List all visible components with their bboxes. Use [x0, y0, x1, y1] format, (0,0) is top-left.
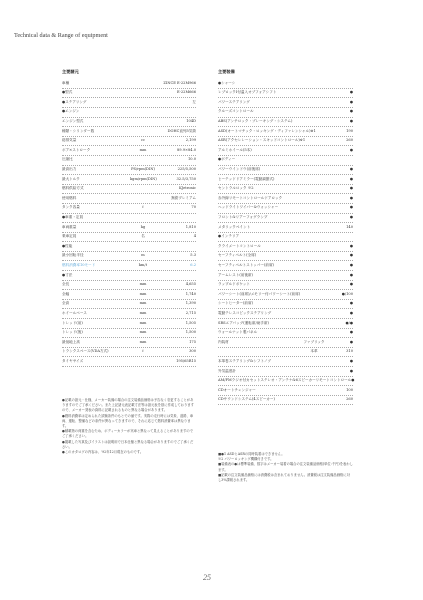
spec-row: [62, 185, 196, 195]
spec-unit: km/ℓ: [138, 262, 148, 267]
spec-row: [62, 127, 196, 137]
spec-label: タンク容量: [62, 205, 80, 210]
equipment-row: [218, 146, 353, 156]
spec-value: 300: [189, 349, 196, 354]
equipment-label: SRSエアバッグ(運転席/助手席): [218, 320, 269, 325]
page-number: 25: [203, 573, 211, 582]
equipment-row: [218, 214, 353, 224]
equipment-row: [218, 357, 353, 367]
equipment-label: クライメートコントロール: [218, 243, 261, 248]
spec-unit: mm: [139, 301, 147, 306]
equipment-label: パワーシート(前席)/メモリー付パワーシート(前席): [218, 291, 301, 296]
spec-row: [62, 261, 196, 271]
spec-label: 最小回転半径: [62, 253, 84, 258]
equipment-value: ●: [349, 253, 353, 258]
spec-unit: m: [141, 253, 145, 258]
spec-label: ●型式: [62, 90, 73, 95]
equipment-row: [218, 386, 353, 396]
spec-label: 燃料消費率10モード: [62, 262, 96, 267]
spec-value: 104D: [186, 119, 196, 124]
spec-value: ZINCE E-22M966: [163, 80, 196, 85]
equipment-value: 190: [346, 128, 353, 133]
spec-label: 圧縮比: [62, 157, 73, 162]
equipment-value: ●: [349, 90, 353, 95]
spec-label: ホイールベース: [62, 310, 87, 315]
spec-value: 1,505: [185, 320, 196, 325]
spec-value: 1,810: [185, 224, 196, 229]
equipment-title: 主要装備: [218, 69, 235, 74]
spec-label: ●ステアリング: [62, 99, 87, 104]
equipment-row: [218, 252, 353, 262]
equipment-row: [218, 194, 353, 204]
equipment-value: ●: [349, 301, 353, 306]
note-paragraph: ●このカタログの内容は、'92年12月現在のものです。: [62, 450, 144, 455]
equipment-label: セントラルロック ※2: [218, 186, 254, 191]
note-paragraph: ●記載の諸元・仕様、メーカー装備の場合の注文装備品価格は予告なく変更することがありますのでご了承ください。また上記諸元表記載寸法等は諸元表を基に作成しておりますので、メーカー発表の資料に記載されるものと異なる場合があります。: [62, 398, 194, 413]
spec-label: ●性能: [62, 243, 73, 248]
equipment-value: 310: [346, 349, 353, 354]
note-paragraph: ■装備表の●は標準装備、数字はメーカー装着の場合の注文装備品価格(単位:千円)を表わします。: [218, 462, 353, 472]
page-header: Technical data & Range of equipment: [14, 32, 108, 39]
equipment-label: 電動テレスコピックステアリング: [218, 310, 272, 315]
spec-label: 種類・シリンダー数: [62, 128, 95, 133]
spec-row: [62, 233, 196, 243]
spec-label: トレッド(後): [62, 330, 83, 335]
specifications-table: [62, 79, 196, 367]
spec-row: [62, 89, 196, 99]
equipment-label: ASR(アクセレレーション・スキッドコントロール)※1: [218, 138, 306, 143]
spec-value: 4: [193, 234, 196, 239]
specifications-title: 主要諸元: [62, 69, 79, 74]
equipment-row: [218, 204, 353, 214]
spec-label: タイヤサイズ: [62, 358, 84, 363]
spec-value: 5.3: [190, 253, 196, 258]
spec-unit: PS/rpm(DIN): [131, 167, 155, 172]
equipment-row: [218, 166, 353, 176]
spec-value: DOHC直列5気筒: [167, 128, 196, 133]
spec-row: [62, 156, 196, 166]
spec-row: [62, 194, 196, 204]
equipment-label: ●ボディー: [218, 157, 236, 162]
spec-row: [62, 271, 196, 281]
spec-unit: mm: [139, 330, 147, 335]
note-paragraph: ●積載物の荷重を含むため、ボディーカラーが実車と異なって見えることがありますのでご了承ください。: [62, 429, 193, 439]
equipment-row: [218, 348, 353, 358]
equipment-label: ラップルドボケット: [218, 282, 250, 287]
equipment-label: レブロックI付温入オブフォアシフト: [218, 90, 277, 95]
equipment-row: [218, 367, 353, 377]
equipment-row: [218, 281, 353, 291]
spec-label: トランクスペース(VDA方式): [62, 349, 109, 354]
spec-label: 使用燃料: [62, 195, 77, 200]
equipment-label: CDサウンドシステム(4スピーカー): [218, 397, 275, 402]
equipment-table: [218, 79, 353, 405]
spec-row: [62, 108, 196, 118]
spec-unit: mm: [139, 320, 147, 325]
spec-row: [62, 300, 196, 310]
equipment-label: ABS(アンチロック・ブレーキング・システム): [218, 119, 293, 124]
spec-row: [62, 175, 196, 185]
equipment-label: シートヒーター(前席): [218, 301, 254, 306]
spec-value: 1,740: [185, 291, 196, 296]
equipment-value: ●/100: [341, 291, 353, 296]
equipment-value: 260: [346, 397, 353, 402]
spec-row: [62, 79, 196, 89]
spec-row: [62, 223, 196, 233]
spec-row: [62, 348, 196, 358]
spec-value: 32.5/3,750: [176, 176, 196, 181]
spec-value: 225/5,500: [177, 167, 196, 172]
spec-unit: ℓ: [142, 205, 144, 210]
equipment-value: ●: [349, 205, 353, 210]
spec-label: 車種: [62, 80, 70, 85]
equipment-row: [218, 396, 353, 406]
equipment-value: ●: [349, 243, 353, 248]
spec-row: [62, 252, 196, 262]
equipment-row: [218, 377, 353, 387]
equipment-row: [218, 319, 353, 329]
spec-value: 2,199: [185, 138, 196, 143]
equipment-row: [218, 156, 353, 166]
spec-row: [62, 118, 196, 128]
equipment-row: [218, 175, 353, 185]
equipment-label: ウォールナット製パネル: [218, 330, 258, 335]
equipment-value: ●: [349, 368, 353, 373]
equipment-row: [218, 79, 353, 89]
spec-value: 175: [189, 339, 196, 344]
spec-unit: mm: [139, 339, 147, 344]
equipment-row: [218, 118, 353, 128]
spec-row: [62, 290, 196, 300]
spec-row: [62, 319, 196, 329]
spec-label: 燃料供給方式: [62, 186, 84, 191]
equipment-value: ●: [349, 119, 353, 124]
spec-value: 70: [191, 205, 196, 210]
equipment-label: ●インテリア: [218, 234, 240, 239]
spec-row: [62, 146, 196, 156]
equipment-label: セーフティベルトストッパー(前席): [218, 262, 274, 267]
spec-label: 最低地上高: [62, 339, 80, 344]
spec-value: 1,390: [185, 301, 196, 306]
equipment-value: ●: [349, 167, 353, 172]
equipment-row: [218, 261, 353, 271]
equipment-label: ヒーテッドドアミラー(電動調節式): [218, 176, 275, 181]
specifications-section: [62, 70, 196, 367]
equipment-value: ●: [349, 215, 353, 220]
equipment-value: ●: [349, 339, 353, 344]
spec-label: 全高: [62, 301, 70, 306]
equipment-value: ●: [349, 310, 353, 315]
equipment-row: [218, 300, 353, 310]
equipment-row: [218, 242, 353, 252]
equipment-value: ●: [349, 99, 353, 104]
equipment-row: [218, 329, 353, 339]
equipment-row: [218, 233, 353, 243]
spec-label: 最大トルク: [62, 176, 80, 181]
spec-value: 4,655: [185, 282, 196, 287]
spec-label: ●寸法: [62, 272, 73, 277]
spec-value: 195/65R15: [176, 358, 196, 363]
equipment-value: ●: [349, 358, 353, 363]
spec-row: [62, 137, 196, 147]
equipment-value: ●: [351, 378, 355, 383]
spec-label: ●車重・定員: [62, 215, 84, 220]
spec-row: [62, 166, 196, 176]
spec-unit: ℓ: [142, 349, 144, 354]
spec-unit: mm: [139, 291, 147, 296]
spec-value: 89.9×84.0: [176, 147, 196, 152]
spec-row: [62, 98, 196, 108]
equipment-value: ●/●: [345, 320, 353, 325]
equipment-label: 本革巻ステアリング&シフトノブ: [218, 358, 272, 363]
spec-label: 車両重量: [62, 224, 77, 229]
spec-value: E-22M666: [176, 90, 196, 95]
spec-unit: 名: [141, 234, 145, 239]
equipment-label: CDオートチェンジャー: [218, 387, 256, 392]
equipment-row: [218, 89, 353, 99]
spec-value: 10.0: [187, 157, 196, 162]
equipment-row: [218, 185, 353, 195]
equipment-label: 内装材: [218, 339, 229, 344]
equipment-value: 140: [346, 224, 353, 229]
equipment-row: [218, 271, 353, 281]
note-paragraph: ■●1 ASDとASRの同時装着はできません。: [218, 452, 285, 456]
note-paragraph: ●掲載した写真及びイラストは説明用で日本仕様と異なる場合がありますのでご了承ください。: [62, 439, 194, 449]
spec-label: エンジン型式: [62, 119, 84, 124]
equipment-sub: ファブリック: [303, 339, 325, 344]
equipment-label: クルーズコントロール: [218, 109, 254, 114]
spec-label: 最高出力: [62, 167, 77, 172]
note-paragraph: ※2 パワーロッキング機構付きです。: [218, 457, 274, 462]
spec-value: 2,715: [185, 310, 196, 315]
equipment-value: ●: [349, 195, 353, 200]
spec-row: [62, 338, 196, 348]
equipment-sub: 本革: [310, 349, 318, 354]
spec-value: 左: [192, 99, 196, 104]
spec-value: 1,500: [185, 330, 196, 335]
equipment-label: アームレスト(前後席): [218, 272, 253, 277]
equipment-label: AM/FMラジオ付カセットステレオ・アンテナ&6スピーカーリモートコントロール: [218, 378, 352, 383]
equipment-notes: [218, 452, 353, 483]
equipment-label: パワーステアリング: [218, 99, 250, 104]
equipment-row: [218, 137, 353, 147]
equipment-label: ●シャーシ: [218, 80, 236, 85]
spec-value: KJetronic: [178, 186, 196, 191]
spec-row: [62, 357, 196, 367]
spec-row: [62, 214, 196, 224]
equipment-section: [218, 70, 353, 405]
equipment-value: ●: [349, 282, 353, 287]
spec-unit: mm: [139, 282, 147, 287]
spec-label: ボア×ストローク: [62, 147, 91, 152]
equipment-value: ●: [349, 186, 353, 191]
equipment-row: [218, 290, 353, 300]
spec-unit: kgm/rpm(DIN): [130, 176, 157, 181]
spec-label: ●エンジン: [62, 109, 80, 114]
equipment-value: ●: [349, 262, 353, 267]
equipment-row: [218, 338, 353, 348]
equipment-label: フロント&リアーフォグランプ: [218, 215, 268, 220]
equipment-row: [218, 223, 353, 233]
equipment-label: 赤外線リモートコントロールドアロック: [218, 195, 283, 200]
equipment-value: ●: [349, 272, 353, 277]
spec-row: [62, 204, 196, 214]
equipment-label: メタリックペイント: [218, 224, 251, 229]
spec-value: 6.2: [190, 262, 196, 267]
spec-row: [62, 329, 196, 339]
spec-unit: kg: [140, 224, 146, 229]
spec-unit: cc: [140, 138, 146, 143]
spec-value: 無鉛プレミアム: [171, 195, 196, 200]
equipment-row: [218, 98, 353, 108]
spec-label: 総排気量: [62, 138, 77, 143]
equipment-row: [218, 309, 353, 319]
note-paragraph: ■記載の注文装備品価格には消費税は含まれておりません。消費税は注文装備品価格に対し3%課税されます。: [218, 472, 350, 483]
spec-row: [62, 309, 196, 319]
equipment-label: ヘッドライトワイパー&ウォッシャー: [218, 205, 279, 210]
spec-unit: mm: [139, 310, 147, 315]
note-paragraph: ●燃料消費率は定められた試験条件のもとでの値です。実際の走行時には気象、道路、車両、運転、整備などの条件が異なってきますので、それに応じて燃料消費率は異なります。: [62, 413, 194, 429]
equipment-label: ASD(オートマチック・ロッキング・ディファレンシャル)※1: [218, 128, 316, 133]
equipment-value: 100: [346, 387, 353, 392]
spec-row: [62, 281, 196, 291]
equipment-label: セーフティベルト(全席): [218, 253, 257, 258]
spec-row: [62, 242, 196, 252]
equipment-value: ●: [349, 330, 353, 335]
equipment-row: [218, 108, 353, 118]
equipment-row: [218, 127, 353, 137]
spec-unit: mm: [139, 147, 147, 152]
equipment-label: 外気温度計: [218, 368, 236, 373]
spec-label: 乗車定員: [62, 234, 77, 239]
equipment-label: アルミホイール(5本): [218, 147, 252, 152]
specifications-notes: [62, 398, 196, 455]
equipment-value: ●: [349, 147, 353, 152]
equipment-label: パワーウインドウ(前後席): [218, 167, 261, 172]
spec-label: トレッド(前): [62, 320, 83, 325]
spec-label: 全幅: [62, 291, 70, 296]
spec-label: 全長: [62, 282, 70, 287]
equipment-value: ●: [349, 109, 353, 114]
equipment-value: 260: [346, 138, 353, 143]
equipment-value: ●: [349, 176, 353, 181]
